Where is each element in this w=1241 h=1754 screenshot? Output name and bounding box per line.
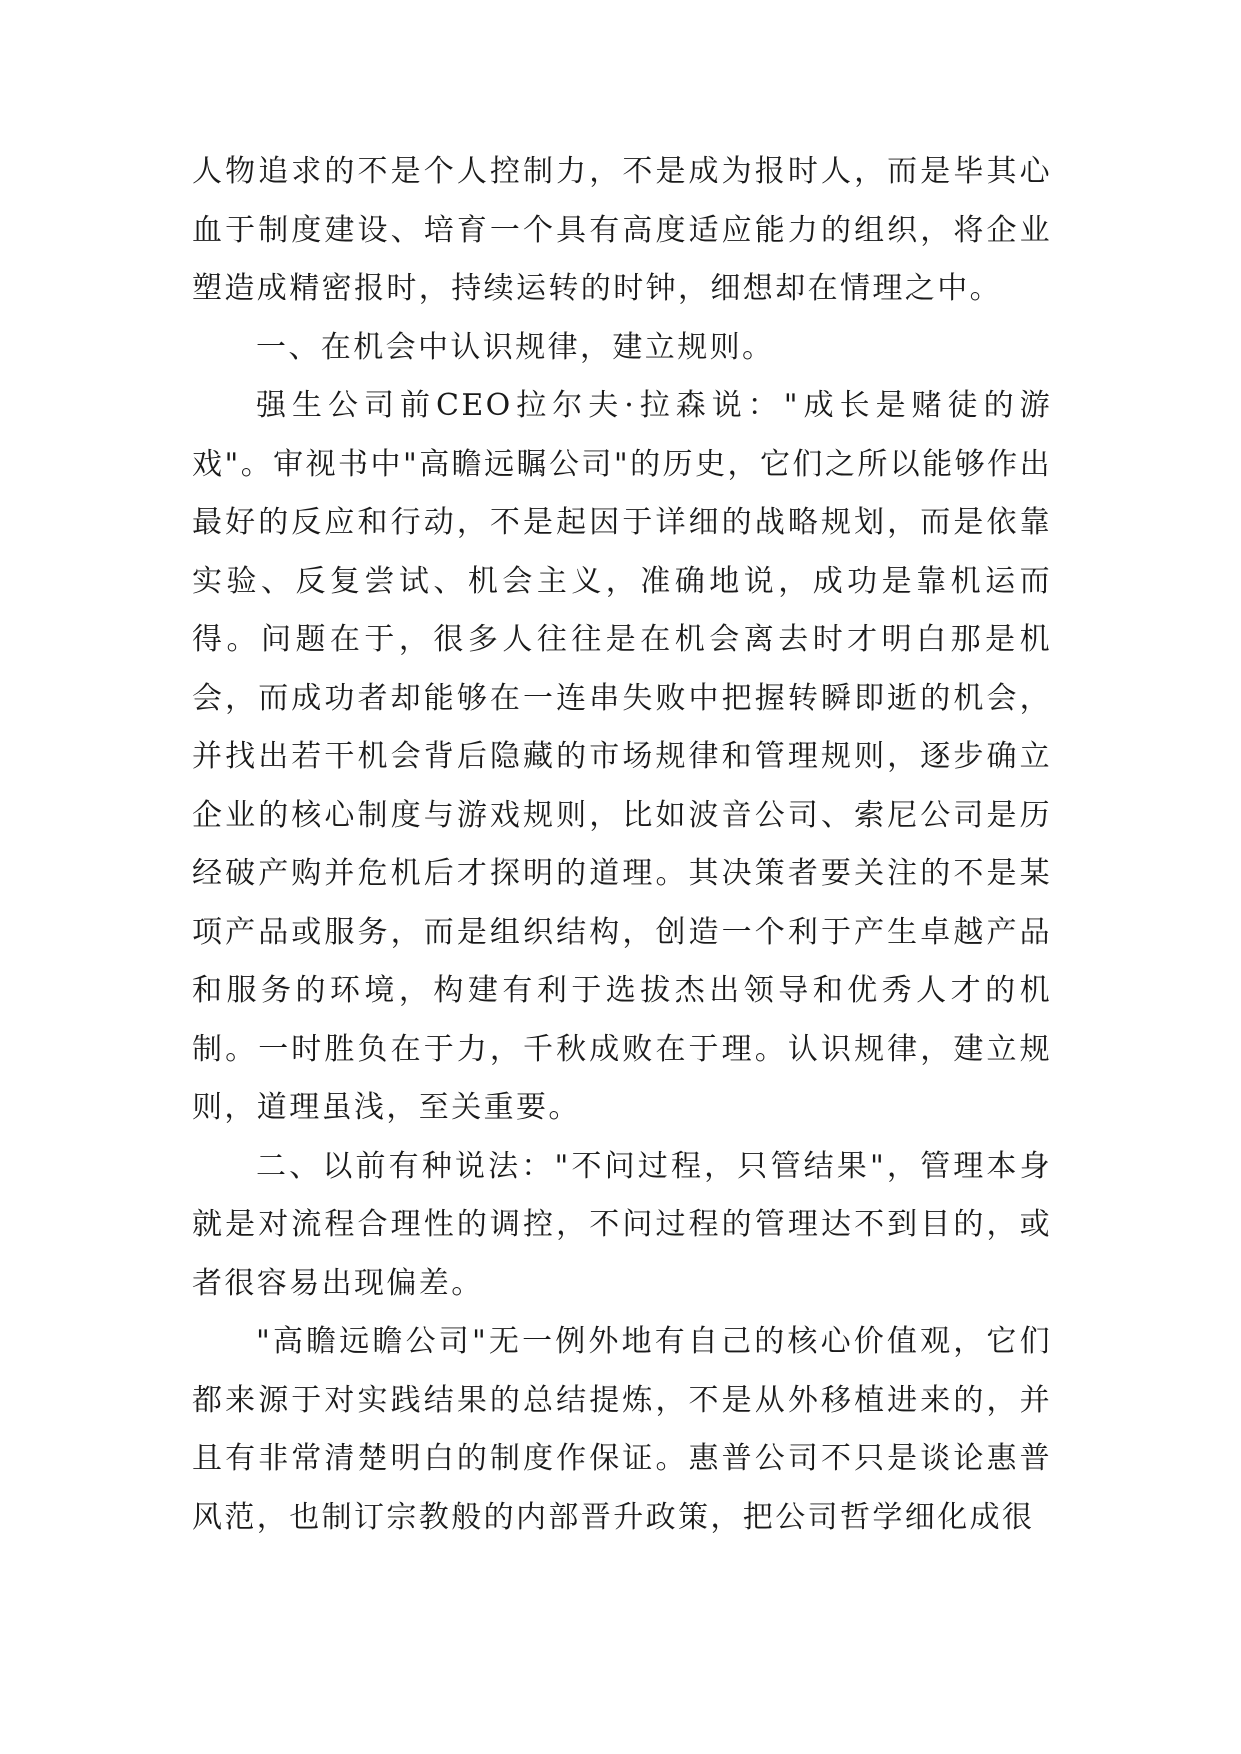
document-body [192, 143, 1052, 1547]
paragraph-4-heading: 二、以前有种说法："不问过程，只管结果"，管理本身就是对流程合理性的调控，不问过程的管理达不到目的，或者很容易出现偏差。 [192, 1148, 1052, 1301]
paragraph-2-heading: 一、在机会中认识规律，建立规则。 [256, 329, 775, 365]
paragraph-3: 强生公司前CEO拉尔夫·拉森说："成长是赌徒的游戏"。审视书中"高瞻远瞩公司"的历史，它们之所以能够作出最好的反应和行动，不是起因于详细的战略规划，而是依靠实验、反复尝试、机会主义，准确地说，成功是靠机运而得。问题在于，很多人往往是在机会离去时才明白那是机会，而成功者却能够在一连串失败中把握转瞬即逝的机会，并找出若干机会背后隐藏的市场规律和管理规则，逐步确立企业的核心制度与游戏规则，比如波音公司、索尼公司是历经破产购并危机后才探明的道理。其决策者要关注的不是某项产品或服务，而是组织结构，创造一个利于产生卓越产品和服务的环境，构建有利于选拔杰出领导和优秀人才的机制。一时胜负在于力，千秋成败在于理。认识规律，建立规则，道理虽浅，至关重要。 [192, 388, 1052, 1125]
paragraph-5: "高瞻远瞻公司"无一例外地有自己的核心价值观，它们都来源于对实践结果的总结提炼，不是从外移植进来的，并且有非常清楚明白的制度作保证。惠普公司不只是谈论惠普风范，也制订宗教般的内部晋升政策，把公司哲学细化成很 [192, 1324, 1052, 1535]
paragraph-1: 人物追求的不是个人控制力，不是成为报时人，而是毕其心血于制度建设、培育一个具有高度适应能力的组织，将企业塑造成精密报时，持续运转的时钟，细想却在情理之中。 [192, 154, 1052, 306]
